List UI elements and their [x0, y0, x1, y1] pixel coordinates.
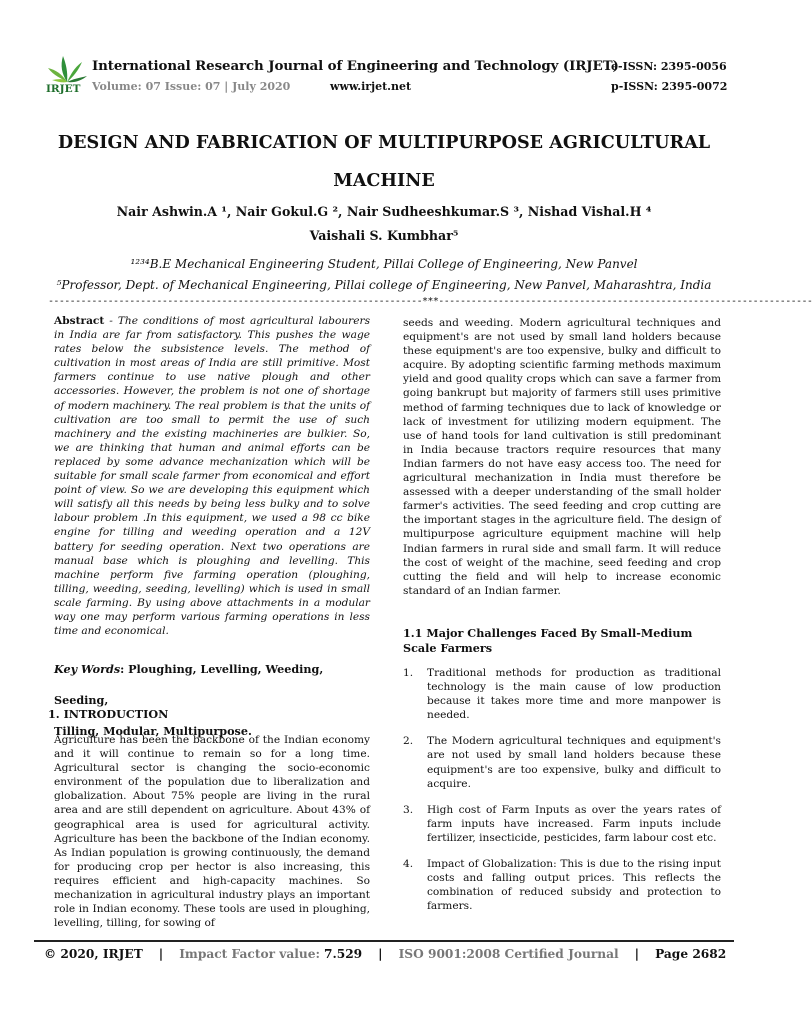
volume-issue: Volume: 07 Issue: 07 | July 2020	[92, 80, 291, 93]
journal-name: International Research Journal of Engineering and Technology (IRJET)	[92, 58, 619, 74]
irjet-logo	[44, 52, 90, 98]
subsection-1-1-heading: 1.1 Major Challenges Faced By Small-Medium Scale Farmers	[403, 626, 693, 655]
list-text: Traditional methods for production as traditional technology is the main cause of low production because it takes more time and more manpower is needed.	[427, 667, 721, 722]
abstract-label: Abstract	[54, 315, 105, 327]
keywords-line-1: : Ploughing, Levelling, Weeding, Seeding,	[54, 662, 324, 707]
list-text: High cost of Farm Inputs as over the years rates of farm inputs have increased. Farm inputs include fertilizer, insecticide, pesticides, farm labour cost etc.	[427, 803, 721, 844]
introduction-heading: 1. INTRODUCTION	[48, 707, 169, 721]
list-text: The Modern agricultural techniques and equipment's are not used by small land holders because these equipment's are too expensive, bulky and difficult to acquire.	[427, 735, 721, 790]
list-number: 2.	[403, 735, 414, 748]
list-item	[403, 734, 721, 790]
list-number: 4.	[403, 858, 414, 871]
section-separator: ---------------------------------------------------------------------***---------------------------------------------------------------------	[48, 296, 812, 307]
keywords-label: Key Words	[54, 662, 121, 676]
title-line-1: DESIGN AND FABRICATION OF MULTIPURPOSE AGRICULTURAL	[57, 132, 711, 153]
introduction-text: Agriculture has been the backbone of the Indian economy and it will continue to remain so for a long time. Agricultural sector is changing the socio-economic environment of the population due to liberalization and globalization. About 75% people are living in the rural area and are still dependent on agriculture. About 43% of geographical area is used for agricultural activity. Agriculture has been the backbone of the Indian economy. As Indian population is growing continuously, the demand for producing crop per hector is also increasing, this requires efficient and high-capacity machines. So mechanization in agricultural industry plays an important role in Indian economy. These tools are used in ploughing, levelling, tilling, for sowing of	[54, 734, 370, 930]
footer	[44, 947, 726, 961]
journal-website[interactable]: www.irjet.net	[330, 80, 412, 93]
logo-text: IRJET	[46, 83, 81, 95]
footer-copyright: © 2020, IRJET	[44, 947, 143, 961]
authors-line-1: Nair Ashwin.A ¹, Nair Gokul.G ², Nair Sudheeshkumar.S ³, Nishad Vishal.H ⁴	[116, 204, 652, 219]
affiliation-students: ¹²³⁴B.E Mechanical Engineering Student, Pillai College of Engineering, New Panvel	[130, 257, 638, 271]
footer-rule	[34, 940, 734, 942]
abstract-text: - The conditions of most agricultural labourers in India are far from satisfactory. This pushes the wage rates below the subsistence levels. The method of cultivation in most areas of India are still primitive. Most farmers continue to use native plough and other accessories. However, the problem is not one of shortage of modern machinery. The real problem is that the units of cultivation are too small to permit the use of such machinery and the existing machineries are bulkier. So, we are thinking that human and animal efforts can be replaced by some advance mechanization which will be suitable for small scale farmer from economical and effort point of view. So we are developing this equipment which will satisfy all this needs by being less bulky and to solve labour problem .In this equipment, we used a 98 cc bike engine for tilling and weeding operation and a 12V battery for seeding operation. Next two operations are manual base which is ploughing and levelling. This machine perform five farming operation (ploughing, tilling, weeding, seeding, levelling) which is used in small scale farming. By using above attachments in a modular way one may perform various farming operations in less time and economical.	[54, 315, 370, 638]
title-line-2: MACHINE	[333, 170, 435, 191]
list-text: Impact of Globalization: This is due to the rising input costs and falling output prices. This reflects the combination of reduced subsidy and protection to farmers.	[427, 858, 721, 913]
introduction-continued: seeds and weeding. Modern agricultural techniques and equipment's are not used by small land holders because these equipment's are too expensive, bulky and difficult to acquire. By adopting scientific farming methods maximum yield and good quality crops which can save a farmer from going bankrupt but majority of farmers still uses primitive method of farming techniques due to lack of knowledge or lack of investment for utilizing modern equipment. The use of hand tools for land cultivation is still predominant in India because tractors require resources that many Indian farmers do not have easy access too. The need for agricultural mechanization in India must therefore be assessed with a deeper understanding of the small holder farmer's activities. The seed feeding and crop cutting are the important stages in the agriculture field. The design of multipurpose agriculture equipment machine will help Indian farmers in rural side and small farm. It will reduce the cost of weight of the machine, seed feeding and crop cutting the field and will help to increase economic standard of an Indian farmer.	[403, 317, 721, 597]
footer-separator: |	[158, 947, 164, 961]
keywords-line-2: Tilling, Modular, Multipurpose.	[54, 724, 252, 738]
footer-iso: ISO 9001:2008 Certified Journal	[398, 947, 619, 961]
affiliation-professor: ⁵Professor, Dept. of Mechanical Engineering, Pillai college of Engineering, New Panvel, Maharashtra, India	[56, 278, 712, 292]
footer-page: Page 2682	[655, 947, 727, 961]
abstract	[54, 314, 370, 638]
authors	[40, 200, 728, 248]
list-item	[403, 857, 721, 913]
footer-impact-label: Impact Factor value:	[179, 947, 320, 961]
list-number: 1.	[403, 667, 414, 679]
footer-separator: |	[634, 947, 640, 961]
footer-impact-value: 7.529	[324, 947, 363, 961]
list-item	[403, 803, 721, 845]
p-issn: p-ISSN: 2395-0072	[611, 80, 728, 93]
footer-separator: |	[378, 947, 383, 961]
e-issn: e-ISSN: 2395-0056	[611, 60, 727, 73]
list-number: 3.	[403, 803, 414, 816]
paper-title	[40, 124, 728, 200]
authors-line-2: Vaishali S. Kumbhar⁵	[309, 228, 459, 243]
challenges-list	[403, 666, 721, 925]
list-item	[403, 666, 721, 722]
